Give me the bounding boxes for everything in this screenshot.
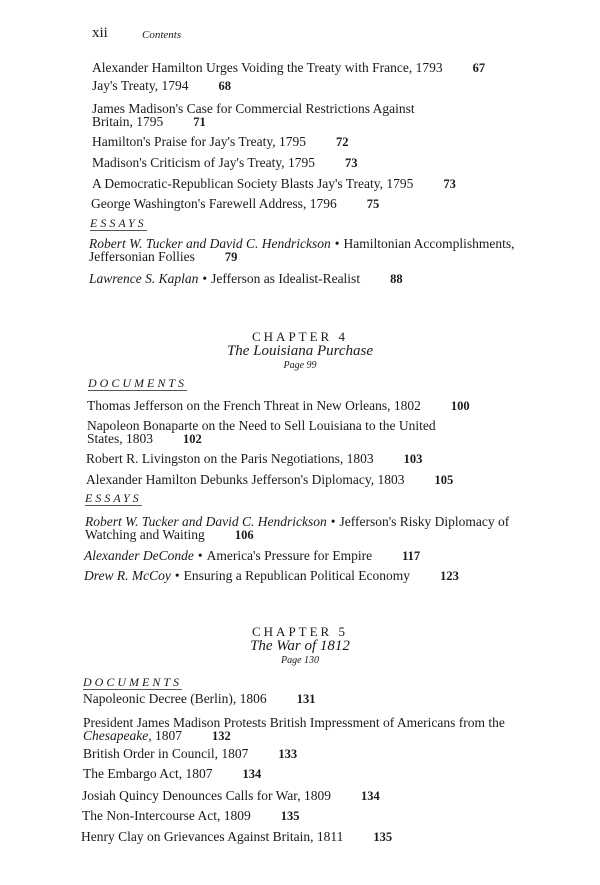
entry-page-number: 75 [366,197,380,211]
section-heading: ESSAYS [90,216,147,230]
entry-author: Alexander DeConde [84,548,194,563]
entry-author: Lawrence S. Kaplan [89,271,199,286]
entry-author: Robert W. Tucker and David C. Hendrickson [89,236,331,251]
entry-title: America's Pressure for Empire [206,548,373,563]
entry-title: The Embargo Act, 1807 [83,766,213,781]
entry-page-number: 102 [183,431,202,446]
entry-title: Henry Clay on Grievances Against Britain, 1811 [81,829,344,844]
chapter-page: Page 130 [280,655,320,666]
section-heading: DOCUMENTS [83,675,183,689]
toc-entry[interactable] [81,831,392,844]
entry-page-number: 100 [450,399,470,413]
entry-page-number: 103 [403,452,423,466]
entry-title: Napoleonic Decree (Berlin), 1806 [83,691,267,706]
toc-entry[interactable] [85,516,509,541]
entry-title-continued: States, 1803 [87,430,153,446]
toc-entry[interactable] [92,80,231,93]
entry-title: British Order in Council, 1807 [83,746,249,761]
entry-page-number: 132 [211,728,231,743]
toc-entry[interactable] [83,748,297,761]
entry-page-number: 134 [242,767,262,781]
toc-entry[interactable] [89,273,403,286]
toc-entry[interactable] [87,400,470,413]
chapter-label: CHAPTER 5 [252,624,348,639]
toc-entry[interactable] [89,238,514,263]
entry-title: Robert R. Livingston on the Paris Negotiations, 1803 [86,451,374,466]
entry-page-number: 71 [193,114,206,129]
entry-title: Jefferson as Idealist-Realist [211,271,361,286]
bullet-separator: • [174,568,180,583]
entry-page-number: 79 [224,249,238,264]
running-title: Contents [142,29,182,41]
toc-entry[interactable] [92,157,358,170]
toc-entry[interactable] [92,103,415,128]
toc-entry[interactable] [84,550,420,563]
toc-entry[interactable] [92,62,485,75]
entry-page-number: 67 [472,61,486,75]
bullet-separator: • [330,514,336,529]
entry-page-number: 73 [443,177,456,191]
chapter-title: The Louisiana Purchase [226,343,374,359]
entry-author: Drew R. McCoy [84,568,171,583]
entry-title: James Madison's Case for Commercial Restrictions Against [92,101,415,116]
entry-title: Thomas Jefferson on the French Threat in New Orleans, 1802 [87,398,421,413]
toc-entry[interactable] [92,136,348,149]
entry-title-italic: Chesapeake, [83,727,152,743]
entry-page-number: 131 [296,692,316,706]
entry-title: Alexander Hamilton Debunks Jefferson's Diplomacy, 1803 [86,472,405,487]
chapter-page: Page 99 [283,360,317,371]
entry-page-number: 117 [402,549,421,563]
entry-title: Hamiltonian Accomplishments, [343,236,515,251]
entry-title-continued: 1807 [154,727,182,743]
entry-page-number: 88 [390,272,403,286]
bullet-separator: • [334,236,340,251]
entry-title: Madison's Criticism of Jay's Treaty, 1795 [92,155,315,170]
toc-entry[interactable] [87,420,436,445]
entry-title-continued: Jeffersonian Follies [89,248,195,264]
entry-page-number: 106 [234,527,254,542]
entry-title: President James Madison Protests British Impressment of Americans from the [83,715,505,730]
page-folio: xii [92,25,108,41]
entry-page-number: 135 [280,809,300,823]
toc-entry[interactable] [83,693,315,706]
toc-entry[interactable] [92,178,456,191]
entry-title: The Non-Intercourse Act, 1809 [82,808,251,823]
entry-title: Ensuring a Republican Political Economy [183,568,411,583]
entry-page-number: 105 [434,473,454,487]
section-heading: DOCUMENTS [88,376,188,390]
entry-title: George Washington's Farewell Address, 1796 [91,196,337,211]
entry-page-number: 133 [278,747,298,761]
entry-page-number: 72 [335,135,349,149]
toc-entry[interactable] [84,570,459,583]
bullet-separator: • [202,271,208,286]
chapter-title: The War of 1812 [250,638,350,654]
entry-title: Josiah Quincy Denounces Calls for War, 1809 [82,788,331,803]
entry-page-number: 134 [360,789,380,803]
toc-entry[interactable] [83,768,261,781]
toc-entry[interactable] [82,790,380,803]
entry-title: Hamilton's Praise for Jay's Treaty, 1795 [92,134,306,149]
entry-title: Jay's Treaty, 1794 [92,78,189,93]
entry-title-continued: Britain, 1795 [92,113,164,129]
entry-page-number: 68 [218,79,231,93]
toc-entry[interactable] [86,453,422,466]
section-heading: ESSAYS [85,491,142,505]
entry-title: A Democratic-Republican Society Blasts Jay's Treaty, 1795 [92,176,414,191]
entry-title-continued: Watching and Waiting [85,526,205,542]
entry-page-number: 123 [440,569,459,583]
toc-entry[interactable] [82,810,299,823]
toc-entry[interactable] [91,198,379,211]
entry-title: Jefferson's Risky Diplomacy of [339,514,510,529]
entry-author: Robert W. Tucker and David C. Hendrickson [85,514,327,529]
entry-title: Napoleon Bonaparte on the Need to Sell Louisiana to the United [87,418,436,433]
entry-title: Alexander Hamilton Urges Voiding the Treaty with France, 1793 [92,60,443,75]
chapter-label: CHAPTER 4 [252,329,348,344]
toc-entry[interactable] [83,717,505,742]
toc-entry[interactable] [86,474,453,487]
bullet-separator: • [197,548,203,563]
entry-page-number: 135 [373,830,393,844]
entry-page-number: 73 [345,156,358,170]
